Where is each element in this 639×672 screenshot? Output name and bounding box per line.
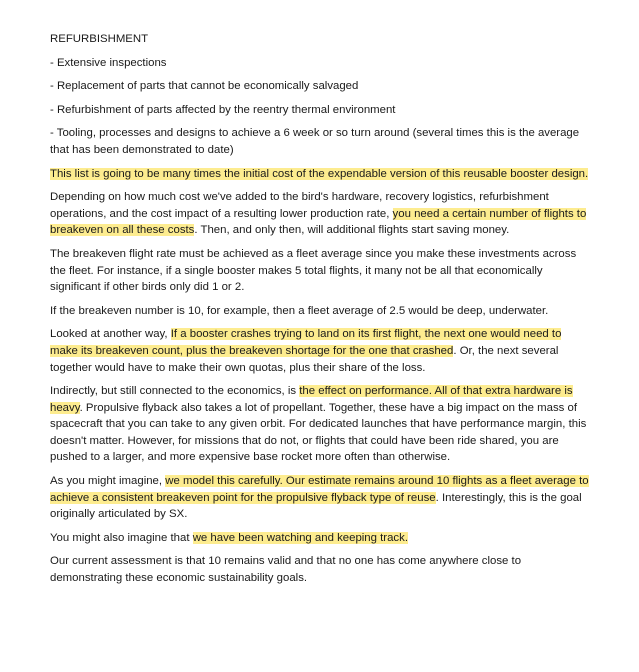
bullet-item: - Extensive inspections bbox=[50, 56, 167, 69]
paragraph-tracking bbox=[50, 530, 590, 547]
highlighted-text: This list is going to be many times the initial cost of the expendable version of this reusable booster design. bbox=[50, 167, 589, 180]
paragraph-breakeven-example: If the breakeven number is 10, for example, then a fleet average of 2.5 would be deep, underwater. bbox=[50, 304, 549, 317]
highlighted-text: we model this carefully. Our estimate remains around 10 flights as a fleet average to achieve a consistent breakeven point for the propulsive flyback type of reuse bbox=[50, 475, 589, 504]
paragraph-model bbox=[50, 473, 590, 523]
paragraph-fleet-average: The breakeven flight rate must be achieved as a fleet average since you make these investments across the fleet. For instance, if a single booster makes 5 total flights, it many not be all that economically significant if other birds only did 1 or 2. bbox=[50, 247, 577, 294]
highlighted-text: If a booster crashes trying to land on its first flight, the next one would need to make its breakeven count, plus the breakeven shortage for the one that crashed bbox=[50, 328, 562, 357]
section-heading: REFURBISHMENT bbox=[50, 33, 149, 45]
paragraph-text: Looked at another way, bbox=[50, 328, 171, 341]
paragraph-text: Indirectly, but still connected to the economics, is bbox=[50, 385, 300, 398]
highlighted-text: we have been watching and keeping track. bbox=[192, 531, 408, 544]
paragraph-text: . Then, and only then, will additional flights start saving money. bbox=[194, 224, 510, 237]
paragraph-breakeven-flights bbox=[50, 189, 590, 239]
document-body bbox=[50, 31, 590, 594]
paragraph-text: . Propulsive flyback also takes a lot of propellant. Together, these have a big impact on the mass of spacecraft that you can take to any given orbit. For dedicated launches that have performance margin, this doesn't matter. However, for missions that do not, or flights that could have been ride shared, you are pushed to a larger, and more expensive base rocket more often than otherwise. bbox=[50, 401, 587, 464]
highlighted-text: the effect on performance. All of that extra hardware is heavy bbox=[50, 385, 573, 414]
bullet-item: - Tooling, processes and designs to achieve a 6 week or so turn around (several times this is the average that has been demonstrated to date) bbox=[50, 127, 580, 156]
paragraph-text: You might also imagine that bbox=[50, 531, 193, 544]
highlighted-text: you need a certain number of flights to breakeven on all these costs bbox=[50, 207, 587, 237]
paragraph-crash-scenario bbox=[50, 326, 590, 376]
bullet-item: - Refurbishment of parts affected by the reentry thermal environment bbox=[50, 103, 396, 116]
paragraph-text: . Or, the next several together would have to make their own quotas, plus their share of the loss. bbox=[50, 344, 559, 374]
paragraph-assessment: Our current assessment is that 10 remains valid and that no one has come anywhere close to demonstrating these economic sustainability goals. bbox=[50, 555, 522, 585]
paragraph-performance bbox=[50, 383, 590, 466]
bullet-item: - Replacement of parts that cannot be economically salvaged bbox=[50, 80, 359, 93]
paragraph-text: Depending on how much cost we've added to the bird's hardware, recovery logistics, refurbishment operations, and the cost impact of a resulting lower production rate, bbox=[50, 191, 549, 220]
paragraph-cost-list bbox=[50, 166, 590, 183]
paragraph-text: . Interestingly, this is the goal originally articulated by SX. bbox=[50, 491, 582, 521]
paragraph-text: As you might imagine, bbox=[50, 475, 166, 488]
